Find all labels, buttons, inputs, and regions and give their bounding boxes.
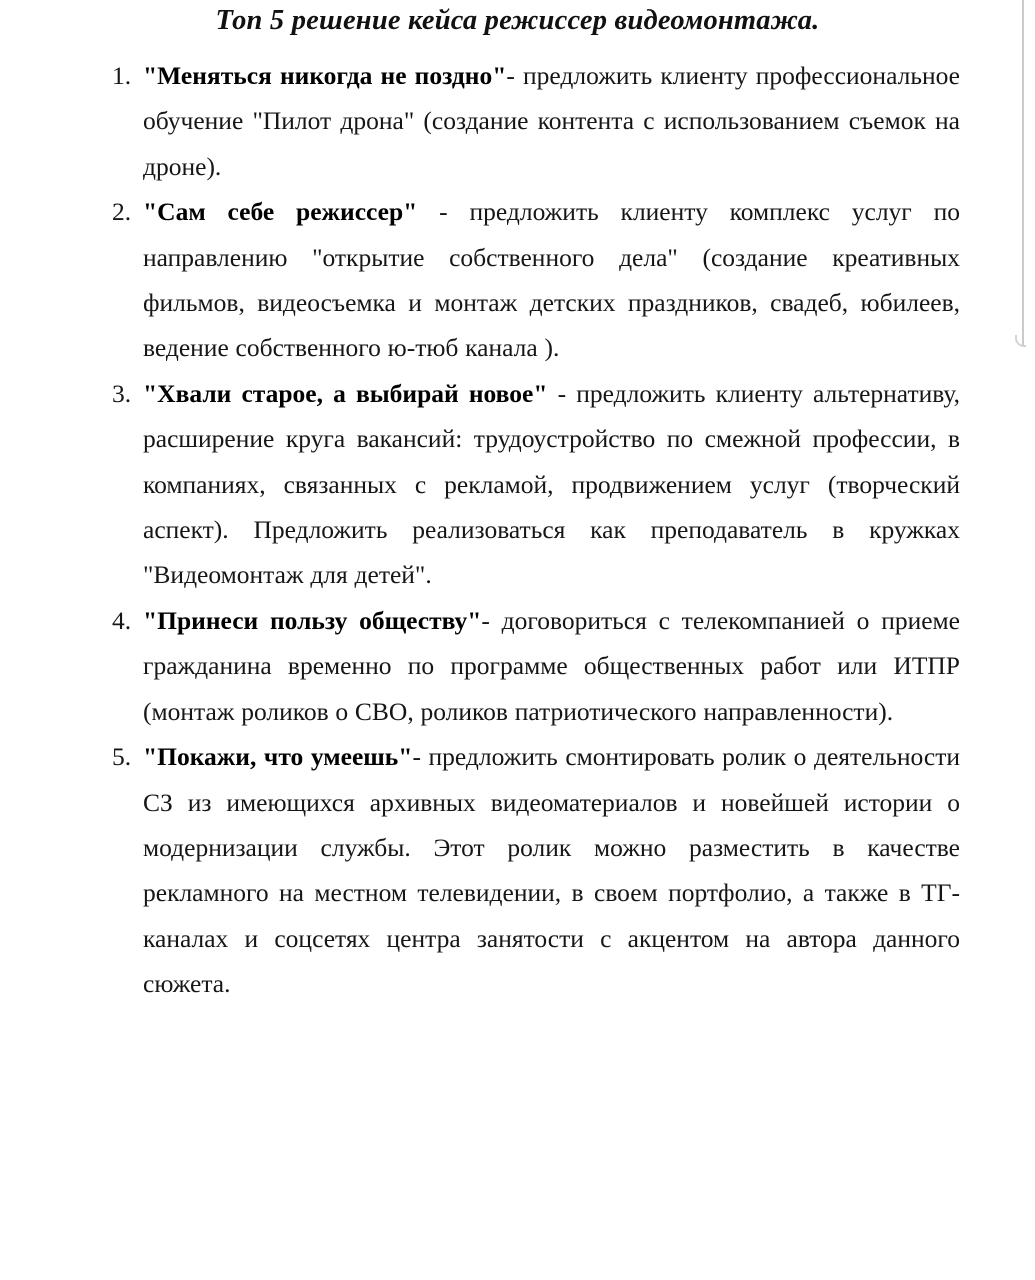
list-item-lead: "Сам себе режиссер": [143, 197, 418, 227]
list-item: [0, 371, 1035, 598]
list-item-body: - договориться с телекомпанией о приеме гражданина временно по программе общественных работ или ИТПР (монтаж роликов о СВО, роликов патриотического направленности).: [143, 605, 961, 726]
list-item: [0, 598, 1035, 734]
list-item-body: - предложить клиенту профессиональное обучение "Пилот дрона" (создание контента с использованием съемок на дроне).: [143, 61, 960, 181]
list-item-text: [143, 598, 960, 734]
list-item: [0, 189, 1035, 371]
list-item-lead: "Меняться никогда не поздно": [143, 61, 507, 90]
list-item: [0, 53, 1035, 189]
case-solution-list: [0, 53, 1035, 1007]
list-item-body: - предложить смонтировать ролик о деятельности СЗ из имеющихся архивных видеоматериалов и новейшей истории о модернизации службы. Этот ролик можно разместить в качестве рекламного на местном телевидении, в своем портфолио, а также в ТГ-каналах и соцсетях центра занятости с акцентом на автора данного сюжета.: [143, 742, 960, 999]
list-item-body: - предложить клиенту альтернативу, расширение круга вакансий: трудоустройство по смежной профессии, в компаниях, связанных с рекламой, продвижением услуг (творческий аспект). Предложить реализоваться как преподаватель в кружках "Видеомонтаж для детей".: [143, 378, 960, 590]
list-item: [0, 734, 1035, 1006]
list-item-text: [143, 371, 960, 598]
list-item-text: [143, 189, 960, 371]
list-item-lead: "Покажи, что умеешь": [143, 742, 413, 772]
list-item-body: - предложить клиенту комплекс услуг по направлению "открытие собственного дела" (создание креативных фильмов, видеосъемка и монтаж детских праздников, свадеб, юбилеев, ведение собственного ю-тюб канала ).: [143, 197, 960, 363]
list-item-text: [143, 53, 960, 189]
vertical-scrollbar[interactable]: [1022, 0, 1024, 346]
list-item-text: [143, 734, 960, 1006]
list-item-lead: "Принеси пользу обществу": [143, 605, 482, 635]
list-item-lead: "Хвали старое, а выбирай новое": [143, 378, 548, 408]
page-title: Топ 5 решение кейса режиссер видеомонтажа.: [215, 5, 820, 36]
